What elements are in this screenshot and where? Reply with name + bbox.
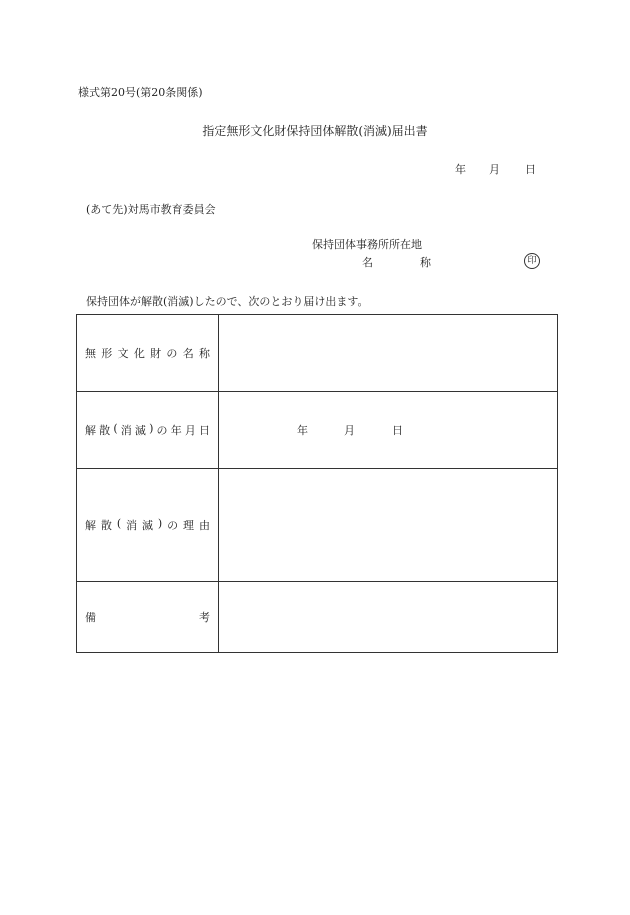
label-char: 解 [85,424,96,437]
table-row [77,469,558,582]
table-row [77,582,558,653]
date-day-label: 日 [525,163,536,176]
label-char: 由 [198,519,210,532]
remarks-field[interactable] [219,582,558,653]
row-label-property-name [77,315,219,392]
label-char: 備 [85,611,96,624]
submission-date [455,161,536,177]
addressee: (あて先)対馬市教育委員会 [86,203,216,216]
label-spread [77,345,218,361]
row-label-remarks [77,582,219,653]
row-label-dissolution-date [77,392,219,469]
seal-mark: 印 [524,253,540,269]
label-char: 消 [120,424,132,437]
label-spread [77,517,218,533]
dissolution-month-label: 月 [344,424,355,437]
label-char: の [166,347,178,360]
label-char: 称 [198,347,210,360]
table-row [77,315,558,392]
label-char: 文 [117,347,129,360]
row-label-dissolution-reason [77,469,219,582]
label-char: 財 [150,347,162,360]
name-label-char-2: 称 [420,256,431,269]
table-row [77,392,558,469]
label-char: 名 [182,347,194,360]
dissolution-year-label: 年 [297,424,308,437]
label-char: 形 [101,347,113,360]
label-char: 散 [99,424,111,437]
label-char: 消 [126,519,138,532]
label-char: 理 [183,519,195,532]
label-char: 月 [184,424,196,437]
label-char: ( [116,517,122,530]
label-char: 解 [85,519,96,532]
dissolution-reason-field[interactable] [219,469,558,582]
label-char: 無 [85,347,96,360]
label-char: 滅 [141,519,153,532]
dissolution-date [219,422,557,438]
dissolution-date-field[interactable] [219,392,558,469]
label-char: 散 [100,519,112,532]
date-month-label: 月 [489,163,500,176]
office-address-label: 保持団体事務所所在地 [312,238,422,251]
label-spread [77,609,218,625]
notification-form-table [76,314,558,653]
dissolution-day-label: 日 [392,424,403,437]
name-label-char-1: 名 [362,256,373,269]
document-title: 指定無形文化財保持団体解散(消滅)届出書 [202,124,428,138]
label-char: 日 [199,424,210,437]
form-number: 様式第20号(第20条関係) [78,86,203,99]
label-char: の [156,424,168,437]
label-char: ) [157,517,163,530]
name-label [362,254,431,270]
label-char: 滅 [134,424,146,437]
label-spread [77,422,218,438]
label-char: の [167,519,179,532]
label-char: 年 [170,424,182,437]
intro-text: 保持団体が解散(消滅)したので、次のとおり届け出ます。 [86,295,369,308]
label-char: ( [113,422,118,435]
label-char: ) [149,422,154,435]
label-char: 考 [199,611,210,624]
label-char: 化 [133,347,145,360]
property-name-field[interactable] [219,315,558,392]
date-year-label: 年 [455,163,466,176]
